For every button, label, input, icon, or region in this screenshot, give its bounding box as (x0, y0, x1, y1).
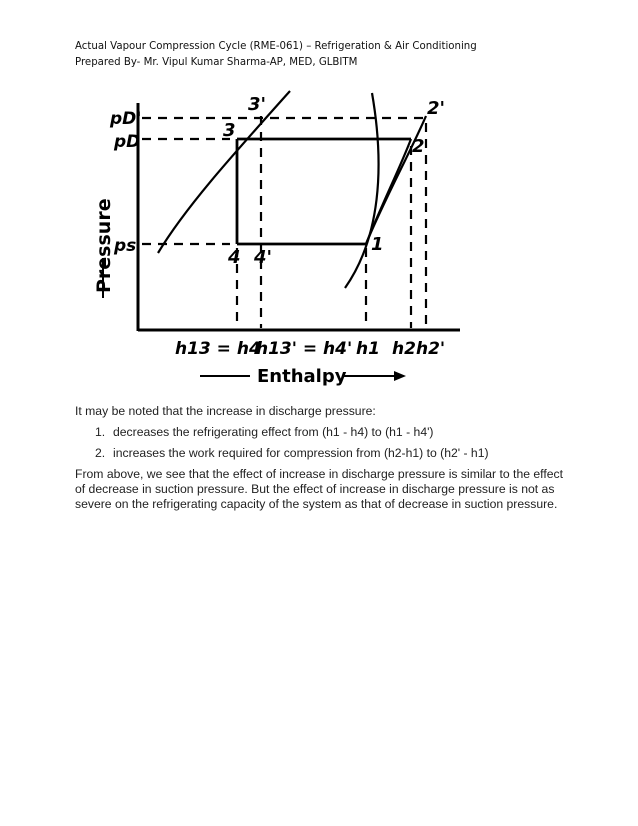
body-text (75, 404, 565, 512)
effects-list (75, 425, 565, 461)
x-axis-label: Enthalpy (257, 366, 347, 387)
tick-h1: h1 (356, 339, 380, 359)
ph-diagram-svg (80, 88, 480, 388)
point-4-prime: 4' (254, 247, 273, 268)
point-4: 4 (228, 247, 241, 268)
list-item (95, 446, 565, 461)
label-ps: ps (114, 236, 137, 256)
label-pd-prime: pD' (110, 109, 142, 129)
saturated-liquid-curve (158, 91, 290, 253)
list-item (95, 425, 565, 440)
list-text: decreases the refrigerating effect from (h1 - h4) to (h1 - h4') (113, 425, 434, 439)
page-header (75, 39, 477, 71)
header-course-title: Actual Vapour Compression Cycle (RME-061) – Refrigeration & Air Conditioning (75, 41, 477, 52)
x-label-arrowhead (394, 371, 406, 381)
saturated-vapour-curve (345, 93, 379, 288)
list-text: increases the work required for compression from (h2-h1) to (h2' - h1) (113, 446, 489, 460)
list-number: 2. (95, 446, 106, 460)
point-1: 1 (371, 234, 384, 255)
point-2-prime: 2' (427, 98, 446, 119)
y-axis-label: Pressure (93, 198, 115, 293)
tick-h13p-h4p: h13' = h4' (256, 339, 353, 359)
ph-diagram (80, 88, 480, 388)
conclusion-text: From above, we see that the effect of increase in discharge pressure is similar to the effect of decrease in suction pressure. But the effect of increase in discharge pressure is not as severe on the refrigerating capacity of the system as that of decrease in suction pressure. (75, 467, 563, 511)
list-number: 1. (95, 425, 106, 439)
header-author: Prepared By- Mr. Vipul Kumar Sharma-AP, MED, GLBITM (75, 57, 358, 68)
tick-h13-h4: h13 = h4 (175, 339, 261, 359)
point-2: 2 (412, 136, 425, 157)
tick-h2: h2 (392, 339, 416, 359)
point-3: 3 (223, 120, 236, 141)
intro-text: It may be noted that the increase in discharge pressure: (75, 404, 376, 418)
label-pd: pD (114, 132, 141, 152)
point-3-prime: 3' (248, 94, 267, 115)
tick-h2-prime: h2' (416, 339, 446, 359)
